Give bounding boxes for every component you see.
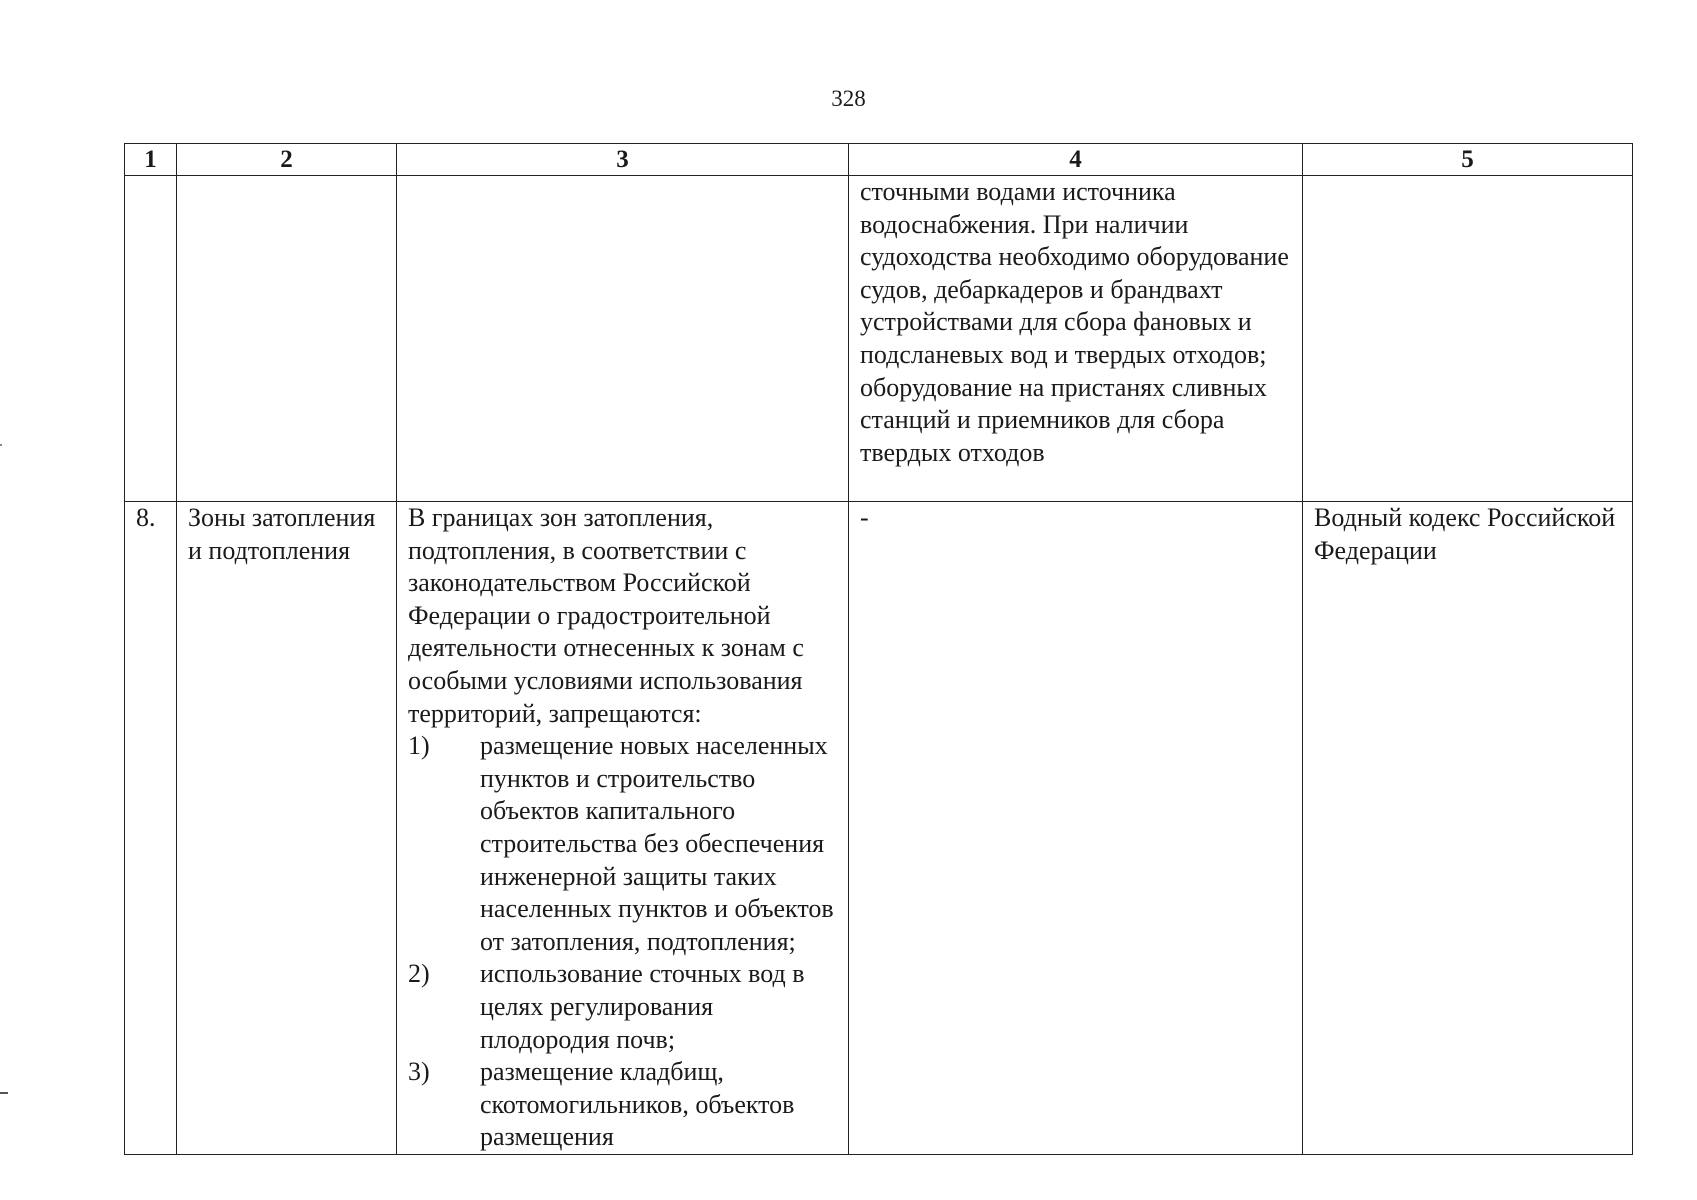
- cell-number: [125, 176, 177, 502]
- scan-artifact-dot: [0, 444, 2, 446]
- restrictions-intro: В границах зон затопления, подтопления, в соответствии с законодательством Российской Федерации о градостроительной деятельности отнесенных к зонам с особыми условиями использования территорий, запрещаются:: [408, 503, 804, 728]
- scan-artifact-tick: [0, 1092, 8, 1094]
- header-row: [125, 144, 1633, 176]
- cell-restrictions: [397, 502, 849, 1155]
- restriction-text: использование сточных вод в целях регулирования плодородия почв;: [480, 959, 805, 1054]
- restriction-number: 2): [408, 959, 430, 989]
- cell-requirements: сточными водами источника водоснабжения. При наличии судоходства необходимо оборудование судов, дебаркадеров и брандвахт устройствами для сбора фановых и подсланевых вод и твердых отходов; оборудование на пристанях сливных станций и приемников для сбора твердых отходов: [849, 176, 1303, 502]
- page-number: 328: [831, 86, 866, 111]
- cell-requirements: -: [849, 502, 1303, 1155]
- table-row-continuation: [125, 176, 1633, 502]
- column-header-5: 5: [1303, 144, 1633, 176]
- regulations-table: [124, 143, 1633, 1155]
- column-header-2: 2: [177, 144, 397, 176]
- cell-legal-basis: [1303, 176, 1633, 502]
- restriction-number: 3): [408, 1057, 430, 1087]
- restriction-text: размещение кладбищ, скотомогильников, объектов размещения: [480, 1057, 795, 1152]
- cell-zone-name: [177, 176, 397, 502]
- column-header-4: 4: [849, 144, 1303, 176]
- table-row-8: [125, 502, 1633, 1155]
- cell-number: 8.: [125, 502, 177, 1155]
- restriction-number: 1): [408, 731, 430, 761]
- restriction-item: [408, 958, 838, 1056]
- cell-restrictions: [397, 176, 849, 502]
- cell-legal-basis: Водный кодекс Российской Федерации: [1303, 502, 1633, 1155]
- restriction-item: [408, 1056, 838, 1154]
- cell-zone-name: Зоны затопления и подтопления: [177, 502, 397, 1155]
- column-header-1: 1: [125, 144, 177, 176]
- column-header-3: 3: [397, 144, 849, 176]
- restriction-item: [408, 730, 838, 958]
- restriction-text: размещение новых населенных пунктов и строительство объектов капитального строительства без обеспечения инженерной защиты таких населенных пунктов и объектов от затопления, подтопления;: [480, 731, 834, 956]
